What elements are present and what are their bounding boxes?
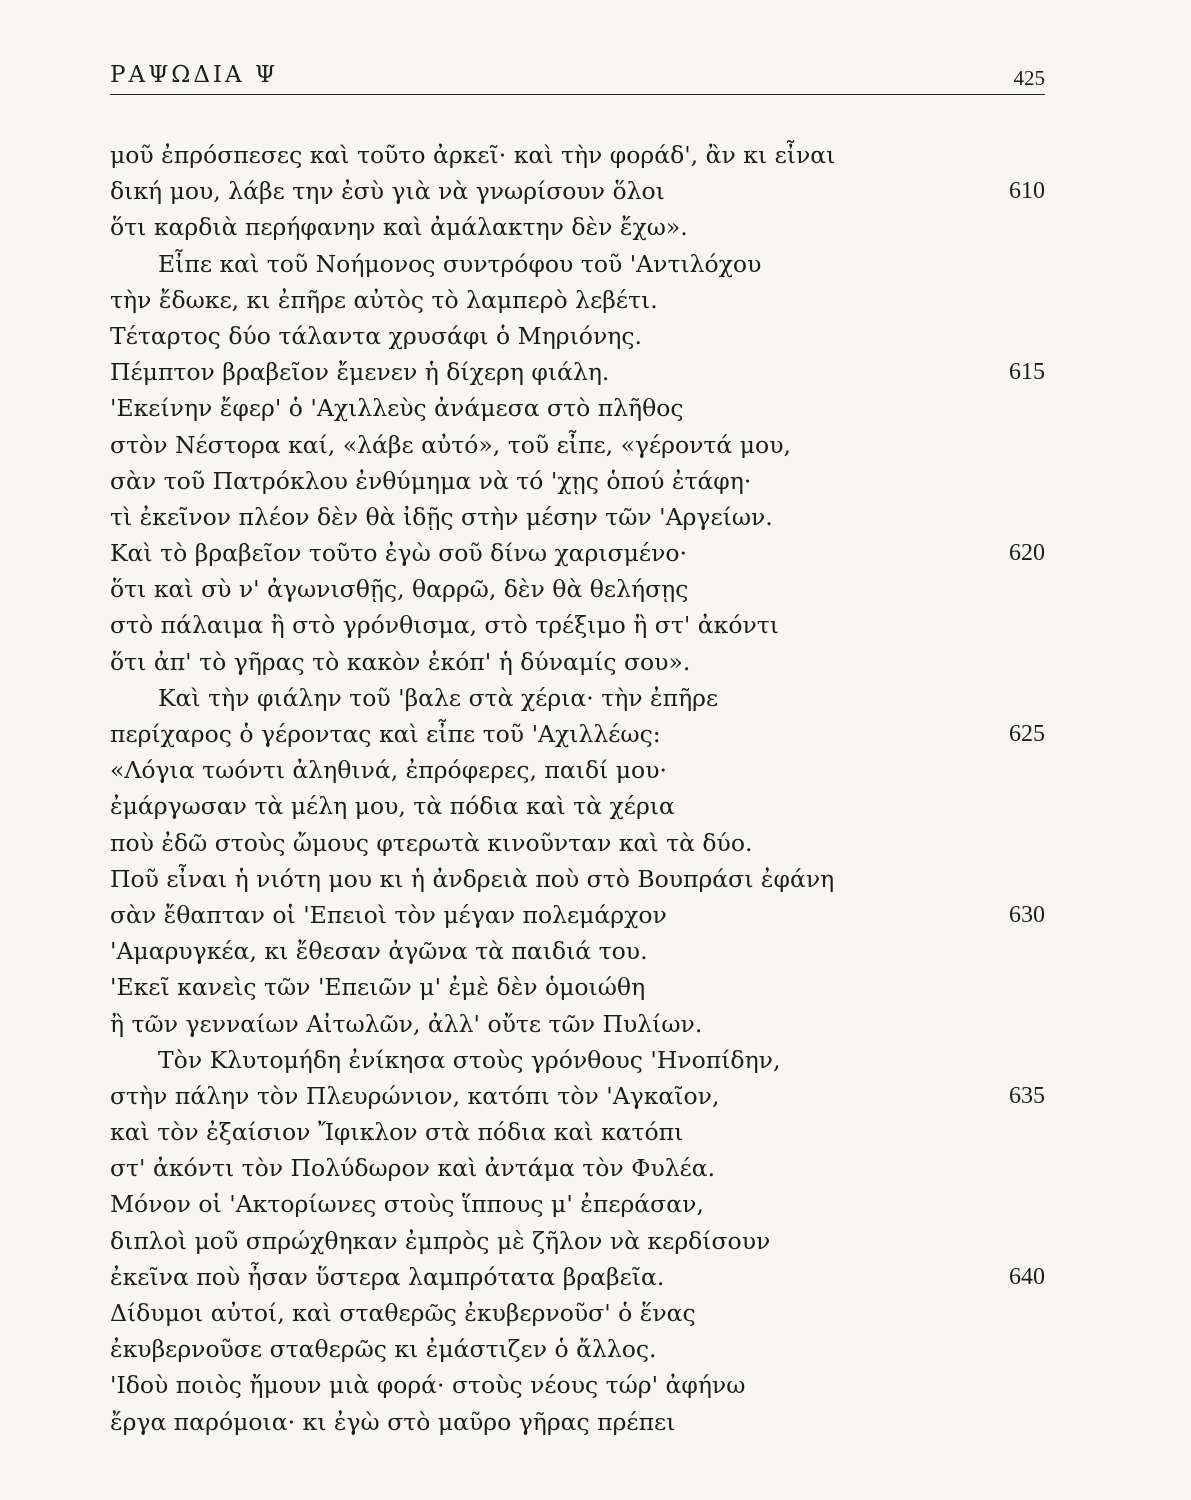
page-number: 425 <box>1013 66 1045 90</box>
verse-text: στὸ πάλαιμα ἢ στὸ γρόνθισμα, στὸ τρέξιμο ἢ στ' ἀκόντι <box>110 611 779 640</box>
verse-line <box>110 571 1045 607</box>
verse-line <box>110 1114 1045 1150</box>
verse-line <box>110 644 1045 680</box>
verse-text: Πέμπτον βραβεῖον ἔμενεν ἡ δίχερη φιάλη. <box>110 358 610 387</box>
verse-text: Καὶ τὸ βραβεῖον τοῦτο ἐγὼ σοῦ δίνω χαρισμένο· <box>110 539 687 568</box>
verse-line <box>110 1404 1045 1440</box>
verse-block <box>110 137 1045 1440</box>
verse-text: 'Αμαρυγκέα, κι ἔθεσαν ἀγῶνα τὰ παιδιά του. <box>110 937 648 966</box>
verse-text: δική μου, λάβε την ἐσὺ γιὰ νὰ γνωρίσουν ὅλοι <box>110 177 665 206</box>
verse-text: 'Εκεῖ κανεὶς τῶν 'Επειῶν μ' ἐμὲ δὲν ὁμοιώθη <box>110 973 646 1002</box>
verse-text: ποὺ ἐδῶ στοὺς ὤμους φτερωτὰ κινοῦνταν καὶ τὰ δύο. <box>110 828 753 857</box>
verse-text: τὴν ἔδωκε, κι ἐπῆρε αὐτὸς τὸ λαμπερὸ λεβέτι. <box>110 285 658 314</box>
verse-line <box>110 1078 1045 1114</box>
verse-text: Εἶπε καὶ τοῦ Νοήμονος συντρόφου τοῦ 'Αντιλόχου <box>158 249 762 278</box>
verse-text: στὸν Νέστορα καί, «λάβε αὐτό», τοῦ εἶπε, «γέροντά μου, <box>110 430 791 459</box>
running-head: ΡΑΨΩΔΙΑ Ψ <box>110 62 279 88</box>
verse-text: ἢ τῶν γενναίων Αἰτωλῶν, ἀλλ' οὔτε τῶν Πυλίων. <box>110 1009 703 1038</box>
verse-text: σὰν τοῦ Πατρόκλου ἐνθύμημα νὰ τό 'χῃς ὁπού ἐτάφη· <box>110 466 752 495</box>
verse-line <box>110 535 1045 571</box>
verse-line <box>110 354 1045 390</box>
verse-text: ἐκυβερνοῦσε σταθερῶς κι ἐμάστιζεν ὁ ἄλλος. <box>110 1335 657 1364</box>
page-header <box>110 58 1045 95</box>
verse-line <box>110 752 1045 788</box>
verse-text: Τὸν Κλυτομήδη ἐνίκησα στοὺς γρόνθους 'Ηνοπίδην, <box>158 1045 781 1074</box>
verse-line <box>110 861 1045 897</box>
verse-line <box>110 427 1045 463</box>
verse-line <box>110 1186 1045 1222</box>
verse-line <box>110 173 1045 209</box>
verse-text: περίχαρος ὁ γέροντας καὶ εἶπε τοῦ 'Αχιλλέως: <box>110 720 661 748</box>
verse-text: ἐκεῖνα ποὺ ἦσαν ὕστερα λαμπρότατα βραβεῖα. <box>110 1262 665 1291</box>
line-number: 610 <box>1009 178 1045 205</box>
verse-text: Δίδυμοι αὐτοί, καὶ σταθερῶς ἐκυβερνοῦσ' ὁ ἕνας <box>110 1299 696 1327</box>
verse-line <box>110 1150 1045 1186</box>
verse-line <box>110 969 1045 1005</box>
verse-line <box>110 1223 1045 1259</box>
verse-text: στὴν πάλην τὸν Πλευρώνιον, κατόπι τὸν 'Αγκαῖον, <box>110 1081 720 1110</box>
verse-line <box>110 1331 1045 1367</box>
line-number: 630 <box>1009 901 1045 928</box>
verse-text: 'Εκείνην ἔφερ' ὁ 'Αχιλλεὺς ἀνάμεσα στὸ πλῆθος <box>110 394 684 423</box>
verse-line <box>110 1042 1045 1078</box>
verse-text: μοῦ ἐπρόσπεσες καὶ τοῦτο ἀρκεῖ· καὶ τὴν φοράδ', ἂν κι εἶναι <box>110 141 836 169</box>
line-number: 615 <box>1009 359 1045 386</box>
verse-line <box>110 463 1045 499</box>
verse-text: 'Ιδοὺ ποιὸς ἤμουν μιὰ φορά· στοὺς νέους τώρ' ἀφήνω <box>110 1371 746 1400</box>
verse-line <box>110 209 1045 245</box>
line-number: 640 <box>1009 1263 1045 1290</box>
verse-text: ὅτι καρδιὰ περήφανην καὶ ἀμάλακτην δὲν ἔχω». <box>110 213 688 242</box>
verse-text: «Λόγια τωόντι ἀληθινά, ἐπρόφερες, παιδί μου· <box>110 756 667 785</box>
line-number: 625 <box>1009 721 1045 747</box>
line-number: 620 <box>1009 540 1045 567</box>
verse-text: Ποῦ εἶναι ἡ νιότη μου κι ἡ ἀνδρειὰ ποὺ στὸ Βουπράσι ἐφάνη <box>110 864 835 893</box>
verse-text: τὶ ἐκεῖνον πλέον δὲν θὰ ἰδῇς στὴν μέσην τῶν 'Αργείων. <box>110 502 773 531</box>
verse-text: διπλοὶ μοῦ σπρώχθηκαν ἐμπρὸς μὲ ζῆλον νὰ κερδίσουν <box>110 1226 771 1255</box>
verse-line <box>110 318 1045 354</box>
verse-line <box>110 1259 1045 1295</box>
verse-text: ὅτι ἀπ' τὸ γῆρας τὸ κακὸν ἐκόπ' ἡ δύναμίς σου». <box>110 647 691 676</box>
verse-text: Μόνον οἱ 'Ακτορίωνες στοὺς ἵππους μ' ἐπεράσαν, <box>110 1190 704 1219</box>
verse-line <box>110 680 1045 716</box>
verse-text: καὶ τὸν ἐξαίσιον Ἴφικλον στὰ πόδια καὶ κατόπι <box>110 1118 684 1147</box>
verse-line <box>110 1367 1045 1403</box>
verse-line <box>110 933 1045 969</box>
line-number: 635 <box>1009 1082 1045 1109</box>
verse-text: ὅτι καὶ σὺ ν' ἀγωνισθῇς, θαρρῶ, δὲν θὰ θελήσῃς <box>110 575 689 604</box>
verse-text: Τέταρτος δύο τάλαντα χρυσάφι ὁ Μηριόνης. <box>110 321 642 350</box>
verse-line <box>110 390 1045 426</box>
verse-line <box>110 788 1045 824</box>
verse-line <box>110 137 1045 173</box>
verse-line <box>110 825 1045 861</box>
verse-line <box>110 1295 1045 1331</box>
verse-text: ἐμάργωσαν τὰ μέλη μου, τὰ πόδια καὶ τὰ χέρια <box>110 792 675 821</box>
verse-text: ἔργα παρόμοια· κι ἐγὼ στὸ μαῦρο γῆρας πρέπει <box>110 1407 676 1436</box>
verse-line <box>110 282 1045 318</box>
verse-line <box>110 1006 1045 1042</box>
verse-line <box>110 897 1045 933</box>
verse-line <box>110 607 1045 643</box>
verse-line <box>110 716 1045 752</box>
verse-line <box>110 246 1045 282</box>
verse-text: Καὶ τὴν φιάλην τοῦ 'βαλε στὰ χέρια· τὴν ἐπῆρε <box>158 683 719 712</box>
verse-line <box>110 499 1045 535</box>
verse-text: στ' ἀκόντι τὸν Πολύδωρον καὶ ἀντάμα τὸν Φυλέα. <box>110 1154 716 1183</box>
verse-text: σὰν ἔθαπταν οἱ 'Επειοὶ τὸν μέγαν πολεμάρχον <box>110 900 667 929</box>
